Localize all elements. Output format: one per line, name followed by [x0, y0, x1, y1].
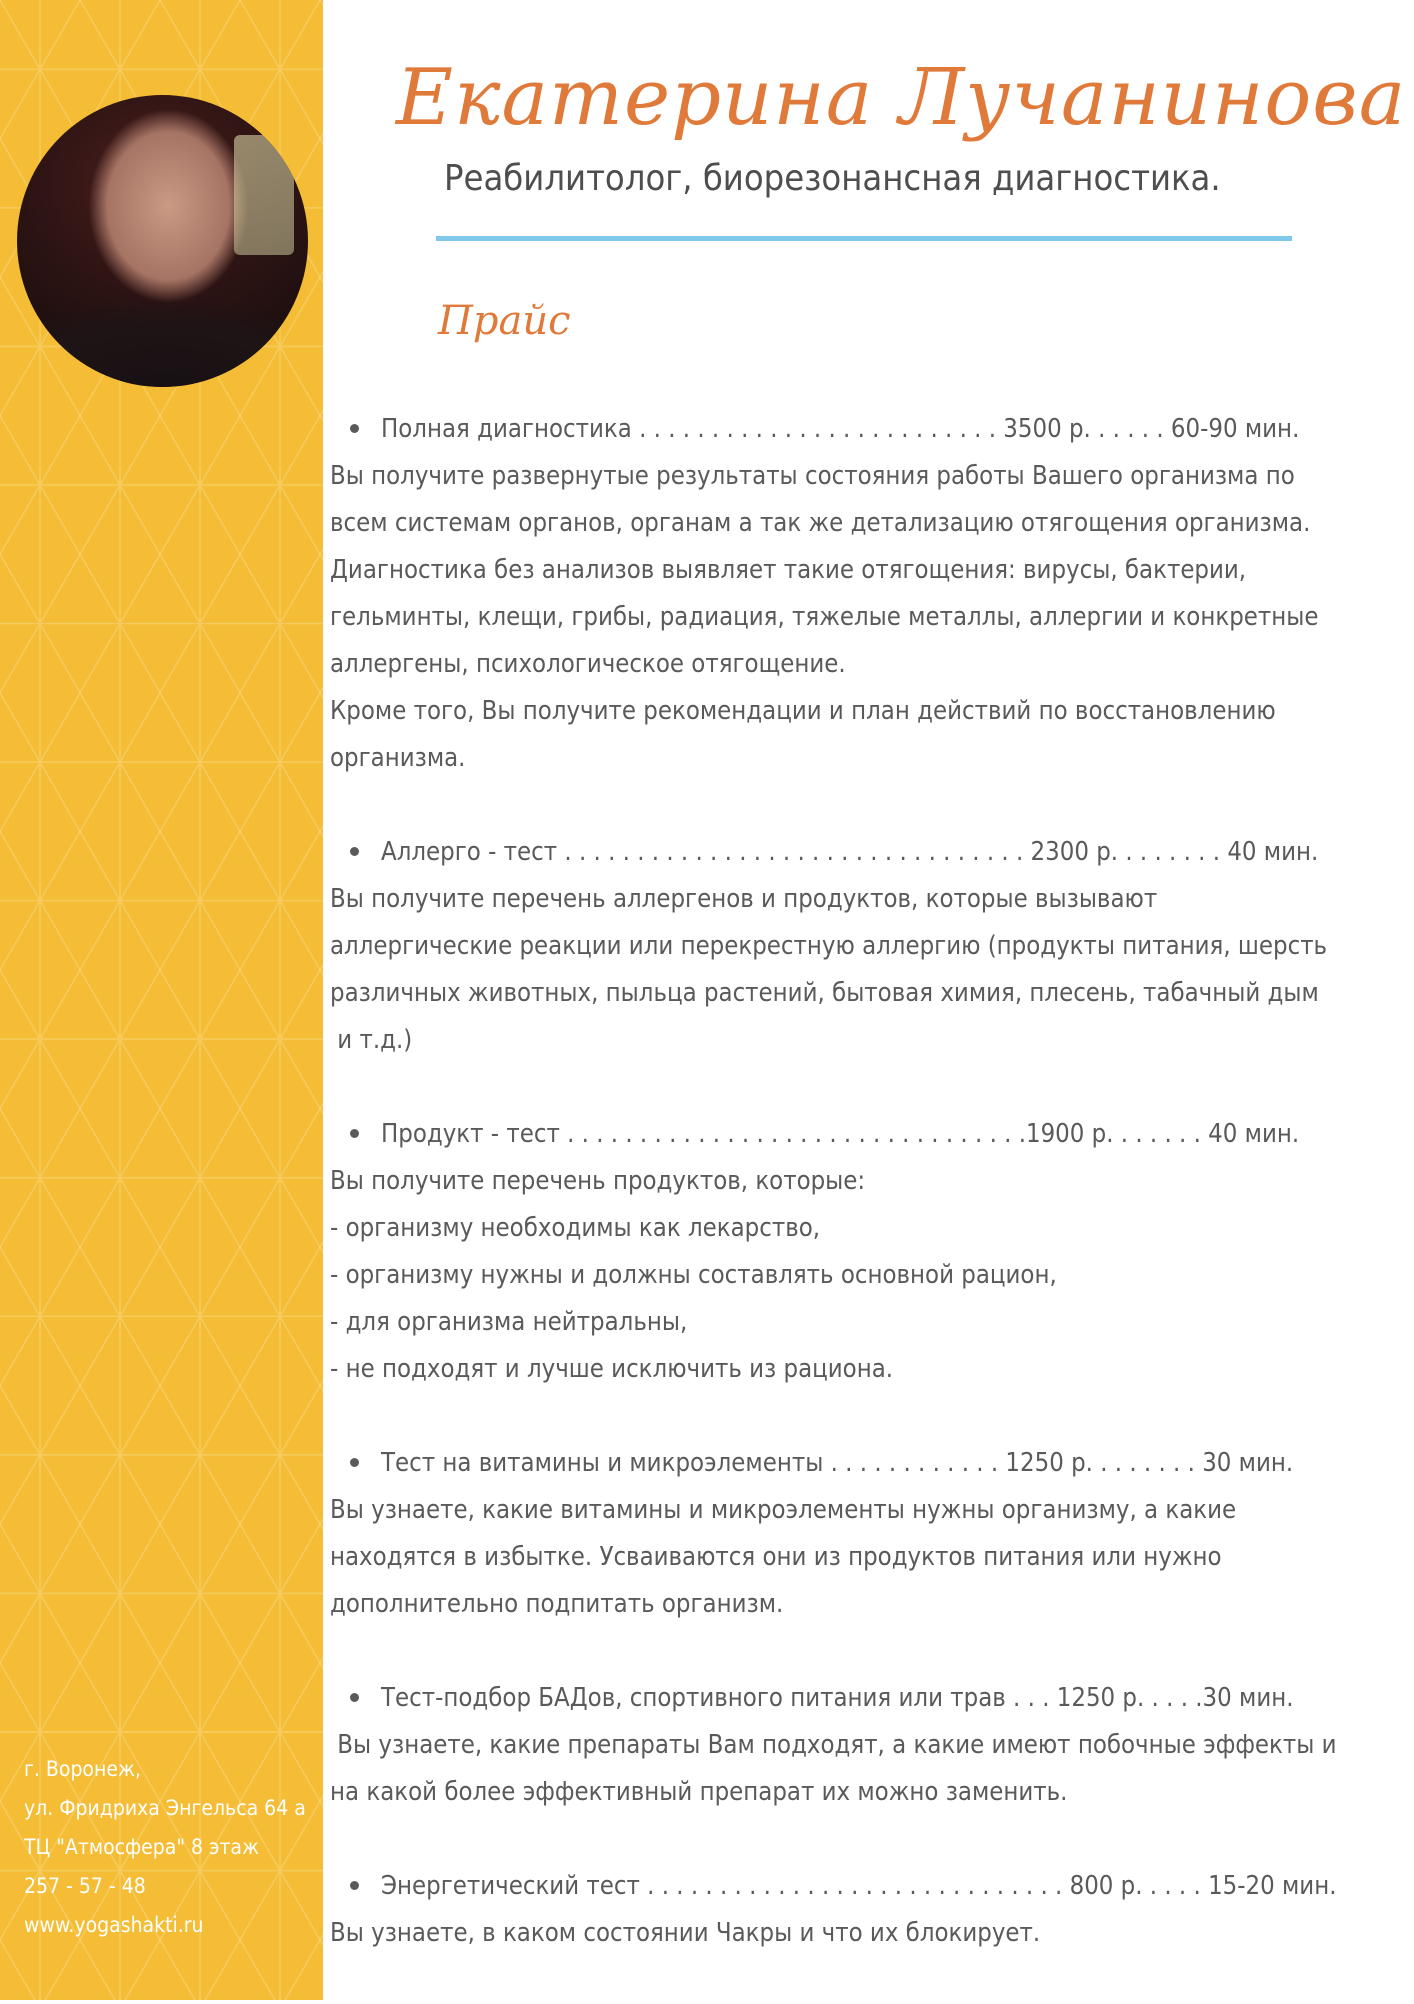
contact-phone: 257 - 57 - 48	[24, 1874, 146, 1898]
person-name: Екатерина Лучанинова	[396, 53, 1407, 143]
price-list	[330, 406, 1400, 2004]
sidebar	[0, 0, 323, 2000]
service-item	[330, 1675, 1400, 1816]
contact-website: www.yogashakti.ru	[24, 1913, 204, 1937]
service-description-line: Кроме того, Вы получите рекомендации и план действий по восстановлению	[330, 696, 1276, 726]
service-description-line: - организму необходимы как лекарство,	[330, 1213, 821, 1243]
service-heading: Тест-подбор БАДов, спортивного питания или трав . . . 1250 р. . . . .30 мин.	[381, 1683, 1294, 1713]
bullet-icon	[350, 1693, 359, 1702]
service-item	[330, 1440, 1400, 1628]
service-description-line: различных животных, пыльца растений, бытовая химия, плесень, табачный дым	[330, 978, 1319, 1008]
service-item	[330, 1111, 1400, 1393]
service-description-line: гельминты, клещи, грибы, радиация, тяжелые металлы, аллергии и конкретные	[330, 602, 1319, 632]
service-description-line: на какой более эффективный препарат их можно заменить.	[330, 1777, 1068, 1807]
service-description-line: организма.	[330, 743, 466, 773]
service-heading: Тест на витамины и микроэлементы . . . . . . . . . . . . 1250 р. . . . . . . . 30 мин.	[381, 1448, 1294, 1478]
service-description-line: - для организма нейтральны,	[330, 1307, 688, 1337]
service-heading: Аллерго - тест . . . . . . . . . . . . . . . . . . . . . . . . . . . . . . . . 2300 р. . . . . . . . 40 мин.	[381, 837, 1319, 867]
service-description-line: дополнительно подпитать организм.	[330, 1589, 784, 1619]
service-description-line: - организму нужны и должны составлять основной рацион,	[330, 1260, 1057, 1290]
bullet-icon	[350, 1458, 359, 1467]
service-description-line: Вы получите перечень продуктов, которые:	[330, 1166, 866, 1196]
profession-subtitle: Реабилитолог, биорезонансная диагностика.	[444, 158, 1221, 199]
bullet-icon	[350, 1129, 359, 1138]
profile-photo	[17, 95, 308, 387]
bullet-icon	[350, 424, 359, 433]
service-item	[330, 829, 1400, 1064]
service-description-line: и т.д.)	[330, 1025, 413, 1055]
service-description-line: Вы узнаете, какие препараты Вам подходят, а какие имеют побочные эффекты и	[330, 1730, 1337, 1760]
service-heading: Энергетический тест . . . . . . . . . . . . . . . . . . . . . . . . . . . . . 800 р. . . . . 15-20 мин.	[381, 1871, 1337, 1901]
service-item	[330, 1863, 1400, 1957]
contact-street: ул. Фридриха Энгельса 64 а	[24, 1796, 306, 1820]
bullet-icon	[350, 1881, 359, 1890]
service-description-line: - не подходят и лучше исключить из рациона.	[330, 1354, 894, 1384]
service-heading: Полная диагностика . . . . . . . . . . . . . . . . . . . . . . . . . 3500 р. . . . . . 60-90 мин.	[381, 414, 1300, 444]
service-description-line: аллергические реакции или перекрестную аллергию (продукты питания, шерсть	[330, 931, 1328, 961]
service-description-line: Вы получите перечень аллергенов и продуктов, которые вызывают	[330, 884, 1158, 914]
contact-city: г. Воронеж,	[24, 1757, 141, 1781]
price-section-title: Прайс	[438, 298, 571, 344]
contact-building: ТЦ "Атмосфера" 8 этаж	[24, 1835, 260, 1859]
service-description-line: Вы получите развернутые результаты состояния работы Вашего организма по	[330, 461, 1295, 491]
service-description-line: находятся в избытке. Усваиваются они из продуктов питания или нужно	[330, 1542, 1222, 1572]
service-description-line: аллергены, психологическое отягощение.	[330, 649, 846, 679]
divider	[436, 236, 1292, 241]
service-description-line: Вы узнаете, в каком состоянии Чакры и что их блокирует.	[330, 1918, 1041, 1948]
service-item	[330, 406, 1400, 782]
service-description-line: Вы узнаете, какие витамины и микроэлементы нужны организму, а какие	[330, 1495, 1237, 1525]
service-heading: Продукт - тест . . . . . . . . . . . . . . . . . . . . . . . . . . . . . . . .1900 р. . . . . . . 40 мин.	[381, 1119, 1300, 1149]
contact-info	[24, 1750, 314, 1945]
bullet-icon	[350, 847, 359, 856]
service-description-line: Диагностика без анализов выявляет такие отягощения: вирусы, бактерии,	[330, 555, 1247, 585]
service-description-line: всем системам органов, органам а так же детализацию отягощения организма.	[330, 508, 1311, 538]
